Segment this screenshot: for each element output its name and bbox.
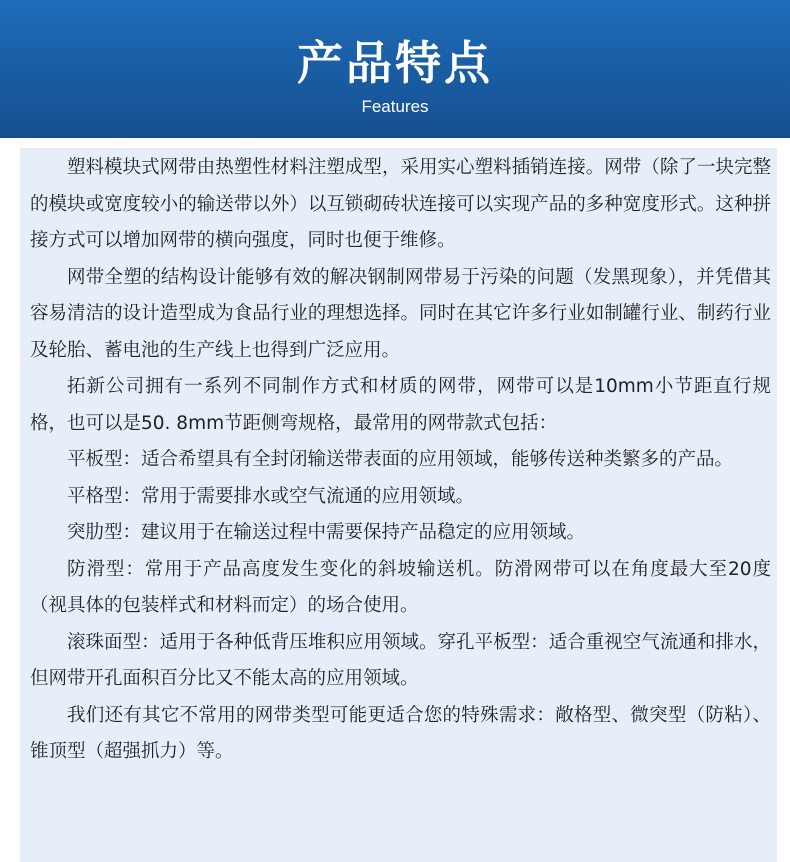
paragraph-flat-top: 平板型：适合希望具有全封闭输送带表面的应用领域，能够传送种类繁多的产品。 xyxy=(67,449,734,470)
paragraph-overview: 塑料模块式网带由热塑性材料注塑成型，采用实心塑料插销连接。网带（除了一块完整的模块或宽度较小的输送带以外）以互锁砌砖状连接可以实现产品的多种宽度形式。这种拼接方式可以增加网带的横向强度，同时也便于维修。 xyxy=(30,157,771,251)
header-banner xyxy=(0,0,790,138)
paragraph-hygiene: 网带全塑的结构设计能够有效的解决钢制网带易于污染的问题（发黑现象），并凭借其容易清洁的设计造型成为食品行业的理想选择。同时在其它许多行业如制罐行业、制药行业及轮胎、蓄电池的生产线上也得到广泛应用。 xyxy=(30,266,771,361)
paragraph-anti-slip: 防滑型：常用于产品高度发生变化的斜坡输送机。防滑网带可以在角度最大至20度（视具体的包装样式和材料而定）的场合使用。 xyxy=(30,558,771,616)
paragraph-roller-top: 滚珠面型：适用于各种低背压堆积应用领域。穿孔平板型：适合重视空气流通和排水，但网带开孔面积百分比又不能太高的应用领域。 xyxy=(30,631,771,689)
page-title: 产品特点 xyxy=(297,36,493,90)
paragraph-other-types: 我们还有其它不常用的网带类型可能更适合您的特殊需求：敞格型、微突型（防粘）、锥顶型（超强抓力）等。 xyxy=(30,704,771,762)
paragraph-raised-rib: 突肋型：建议用于在输送过程中需要保持产品稳定的应用领域。 xyxy=(67,522,586,543)
page-subtitle: Features xyxy=(361,97,429,116)
paragraph-flat-grid: 平格型：常用于需要排水或空气流通的应用领域。 xyxy=(67,485,475,507)
features-content-panel xyxy=(20,148,777,862)
paragraph-product-range: 拓新公司拥有一系列不同制作方式和材质的网带，网带可以是10mm小节距直行规格，也可以是50. 8mm节距侧弯规格，最常用的网带款式包括： xyxy=(30,376,771,434)
